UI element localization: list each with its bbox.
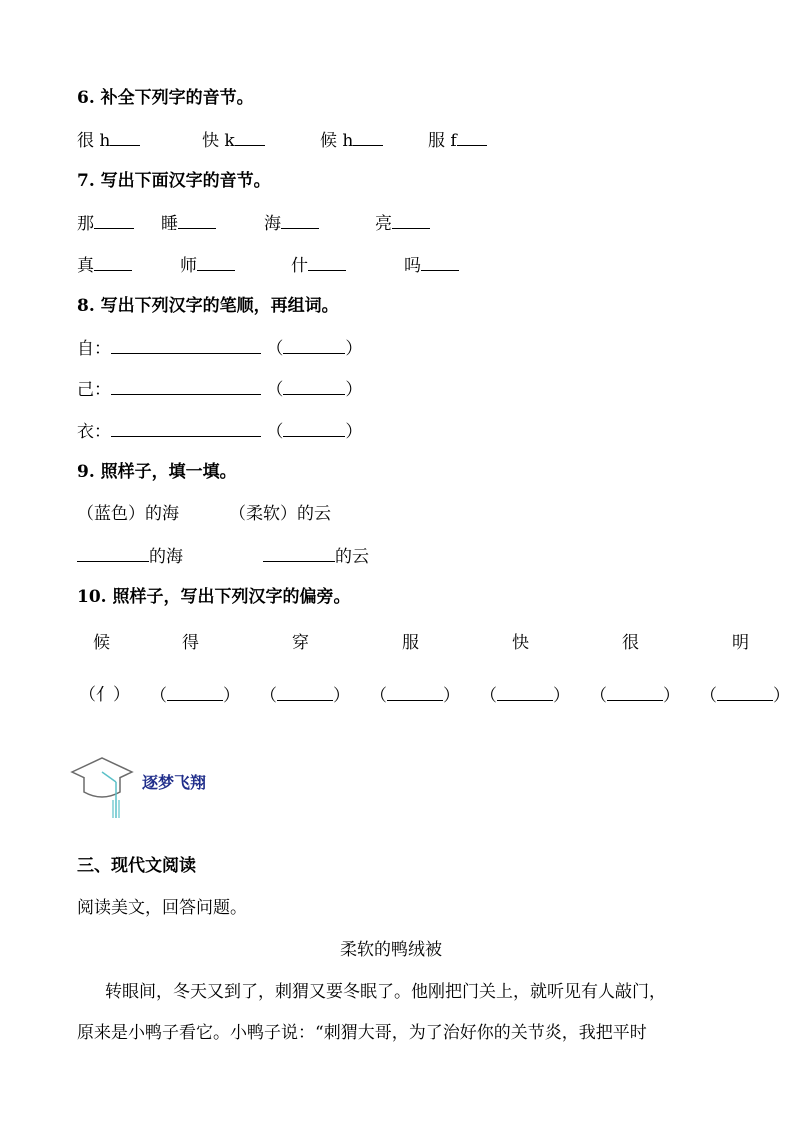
q7-title: 7. 写出下面汉字的音节。	[77, 171, 271, 191]
q10-char-1: 候	[93, 633, 110, 653]
q8-row-1: 自： （ ）	[77, 339, 363, 359]
story-line-2: 原来是小鸭子看它。小鸭子说：“刺猬大哥，为了治好你的关节炎，我把平时	[77, 1023, 647, 1043]
q7-r2-1: 真	[77, 255, 132, 276]
story-line-1: 转眼间，冬天又到了，刺猬又要冬眠了。他刚把门关上，就听见有人敲门，	[105, 982, 666, 1002]
q6-item-1: 很 h	[77, 130, 140, 151]
graduation-cap-icon	[70, 752, 136, 822]
section3-heading: 三、现代文阅读	[77, 856, 196, 876]
section3-instruction: 阅读美文，回答问题。	[77, 898, 247, 918]
q7-r2-3: 什	[291, 255, 346, 276]
q9-example-2: （柔软）的云	[229, 504, 331, 524]
q10-answer-7: （ ）	[700, 686, 790, 706]
q7-r1-1: 那	[77, 213, 134, 234]
q7-r1-2: 睡	[161, 213, 216, 234]
q8-title: 8. 写出下列汉字的笔顺，再组词。	[77, 296, 339, 316]
q8-row-3: 衣： （ ）	[77, 422, 363, 442]
q10-answer-4: （ ）	[370, 686, 460, 706]
q10-answer-2: （ ）	[150, 686, 240, 706]
q9-fill-2: 的云	[263, 546, 369, 567]
q10-answer-6: （ ）	[590, 686, 680, 706]
q10-answer-5: （ ）	[480, 686, 570, 706]
q10-answer-example: （亻）	[79, 685, 130, 705]
q10-title: 10. 照样子，写出下列汉字的偏旁。	[77, 587, 351, 607]
q10-char-5: 快	[512, 633, 529, 653]
q10-char-2: 得	[182, 633, 199, 653]
q10-char-4: 服	[402, 633, 419, 653]
q8-row-2: 己： （ ）	[77, 380, 363, 400]
q9-fill-1: 的海	[77, 546, 183, 567]
q6-item-4: 服 f	[428, 130, 487, 151]
q6-title: 6. 补全下列字的音节。	[77, 88, 254, 108]
q6-item-3: 候 h	[320, 130, 383, 151]
q10-answer-3: （ ）	[260, 686, 350, 706]
q7-r2-4: 吗	[404, 255, 459, 276]
q10-char-7: 明	[732, 633, 749, 653]
q6-item-2: 快 k	[202, 130, 265, 151]
q7-r1-4: 亮	[375, 213, 430, 234]
story-title: 柔软的鸭绒被	[340, 940, 442, 960]
q7-r2-2: 师	[180, 255, 235, 276]
q10-char-3: 穿	[292, 633, 309, 653]
q9-example-1: （蓝色）的海	[77, 504, 179, 524]
q9-title: 9. 照样子，填一填。	[77, 462, 237, 482]
q10-char-6: 很	[622, 633, 639, 653]
banner-title: 逐梦飞翔	[142, 773, 207, 792]
q7-r1-3: 海	[264, 213, 319, 234]
